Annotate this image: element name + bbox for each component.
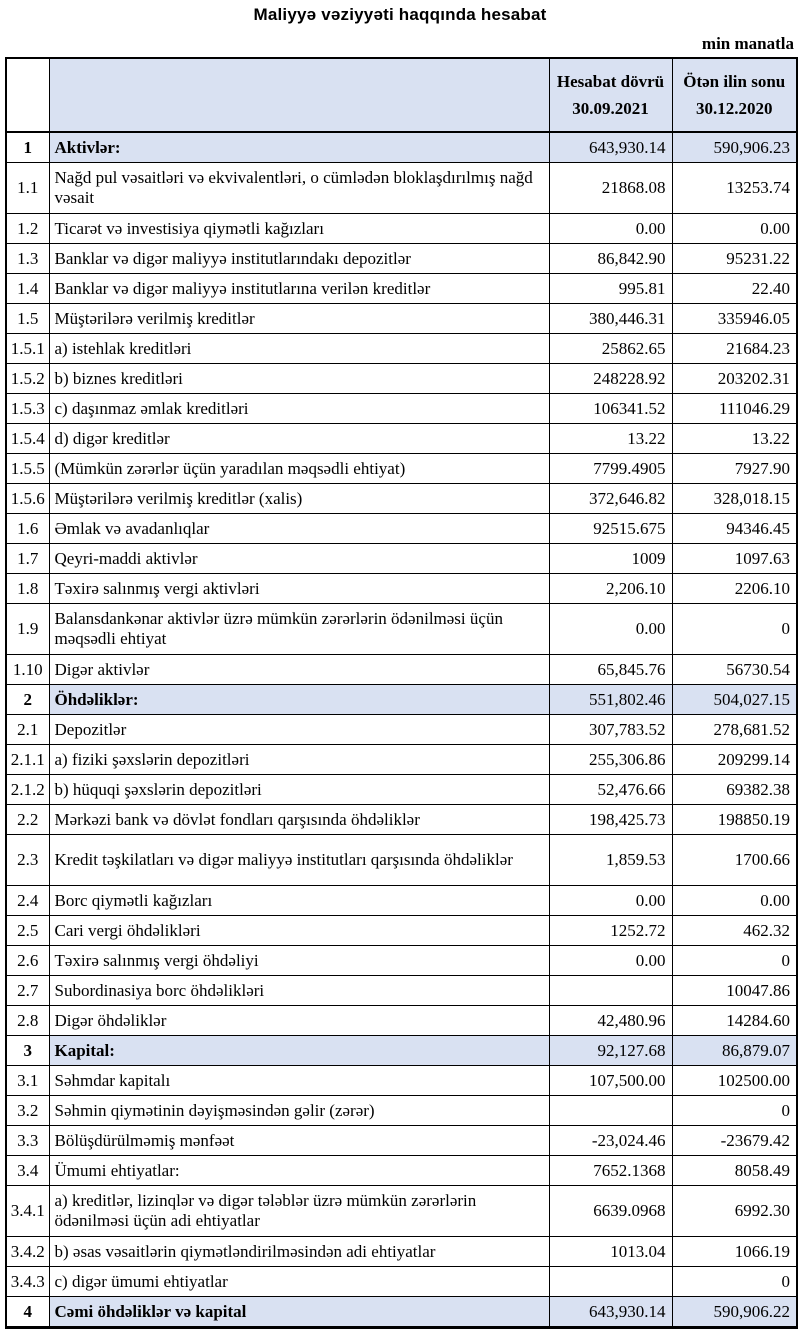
row-value-previous: 10047.86 (672, 976, 797, 1006)
table-header (6, 58, 797, 132)
row-number: 3.2 (6, 1096, 49, 1126)
row-number: 3.4.2 (6, 1237, 49, 1267)
table-row (6, 364, 797, 394)
row-value-previous: 21684.23 (672, 334, 797, 364)
row-label: a) fiziki şəxslərin depozitləri (49, 745, 549, 775)
row-label: Təxirə salınmış vergi öhdəliyi (49, 946, 549, 976)
row-value-current: 106341.52 (549, 394, 672, 424)
table-row (6, 304, 797, 334)
table-row (6, 1096, 797, 1126)
row-value-previous: 2206.10 (672, 574, 797, 604)
row-value-previous: 203202.31 (672, 364, 797, 394)
row-value-previous: 335946.05 (672, 304, 797, 334)
row-value-previous: 0 (672, 1267, 797, 1297)
row-value-current: 65,845.76 (549, 655, 672, 685)
table-row (6, 394, 797, 424)
row-value-previous: 209299.14 (672, 745, 797, 775)
row-label: Mərkəzi bank və dövlət fondları qarşısında öhdəliklər (49, 805, 549, 835)
row-label: Müştərilərə verilmiş kreditlər (49, 304, 549, 334)
row-value-current: 551,802.46 (549, 685, 672, 715)
row-number: 1.10 (6, 655, 49, 685)
row-value-current: 0.00 (549, 214, 672, 244)
row-number: 3.4 (6, 1156, 49, 1186)
row-label: Qeyri-maddi aktivlər (49, 544, 549, 574)
row-value-previous: 22.40 (672, 274, 797, 304)
row-label: Depozitlər (49, 715, 549, 745)
row-label: a) kreditlər, lizinqlər və digər tələblər üzrə mümkün zərərlərin ödənilməsi üçün adi ehtiyatlar (49, 1186, 549, 1237)
row-value-current: 643,930.14 (549, 132, 672, 163)
row-label: (Mümkün zərərlər üçün yaradılan məqsədli ehtiyat) (49, 454, 549, 484)
row-value-current: 42,480.96 (549, 1006, 672, 1036)
row-number: 2 (6, 685, 49, 715)
row-label: Nağd pul vəsaitləri və ekvivalentləri, o cümlədən bloklaşdırılmış nağd vəsait (49, 163, 549, 214)
table-row (6, 1186, 797, 1237)
row-value-previous: 56730.54 (672, 655, 797, 685)
row-value-previous: 8058.49 (672, 1156, 797, 1186)
table-row (6, 745, 797, 775)
row-number: 1.9 (6, 604, 49, 655)
table-row (6, 946, 797, 976)
table-row (6, 886, 797, 916)
row-label: Əmlak və avadanlıqlar (49, 514, 549, 544)
row-value-previous: 94346.45 (672, 514, 797, 544)
row-value-previous: 1700.66 (672, 835, 797, 886)
page-title: Maliyyə vəziyyəti haqqında hesabat (253, 5, 547, 24)
row-value-current: 380,446.31 (549, 304, 672, 334)
row-value-current: 2,206.10 (549, 574, 672, 604)
financial-position-table (5, 57, 798, 1329)
row-number: 2.8 (6, 1006, 49, 1036)
row-value-current: 0.00 (549, 886, 672, 916)
row-value-current (549, 1267, 672, 1297)
table-row (6, 604, 797, 655)
row-number: 2.3 (6, 835, 49, 886)
row-label: c) daşınmaz əmlak kreditləri (49, 394, 549, 424)
row-label: Təxirə salınmış vergi aktivləri (49, 574, 549, 604)
row-label: Kapital: (49, 1036, 549, 1066)
row-value-previous: 14284.60 (672, 1006, 797, 1036)
row-label: Banklar və digər maliyyə institutlarındakı depozitlər (49, 244, 549, 274)
row-value-current: 1252.72 (549, 916, 672, 946)
row-value-current: 643,930.14 (549, 1297, 672, 1328)
table-row (6, 655, 797, 685)
row-number: 3.3 (6, 1126, 49, 1156)
row-value-previous: 86,879.07 (672, 1036, 797, 1066)
row-value-current: 13.22 (549, 424, 672, 454)
row-number: 1.5.6 (6, 484, 49, 514)
table-row (6, 424, 797, 454)
row-value-current: 52,476.66 (549, 775, 672, 805)
table-row (6, 835, 797, 886)
row-value-current: 995.81 (549, 274, 672, 304)
row-value-previous: 504,027.15 (672, 685, 797, 715)
table-row (6, 1156, 797, 1186)
row-number: 3.4.1 (6, 1186, 49, 1237)
row-label: Müştərilərə verilmiş kreditlər (xalis) (49, 484, 549, 514)
row-label: Bölüşdürülməmiş mənfəət (49, 1126, 549, 1156)
previous-period-header (672, 58, 797, 132)
row-value-current: 1009 (549, 544, 672, 574)
row-label: Ticarət və investisiya qiymətli kağızları (49, 214, 549, 244)
row-label: Cari vergi öhdəlikləri (49, 916, 549, 946)
row-label: b) hüquqi şəxslərin depozitləri (49, 775, 549, 805)
row-value-current: 372,646.82 (549, 484, 672, 514)
row-value-previous: 590,906.23 (672, 132, 797, 163)
row-value-previous: 1097.63 (672, 544, 797, 574)
row-number: 2.6 (6, 946, 49, 976)
row-value-current: 1013.04 (549, 1237, 672, 1267)
row-value-previous: 590,906.22 (672, 1297, 797, 1328)
row-value-previous: -23679.42 (672, 1126, 797, 1156)
table-row (6, 514, 797, 544)
row-value-current (549, 976, 672, 1006)
row-value-previous: 111046.29 (672, 394, 797, 424)
row-number: 1.1 (6, 163, 49, 214)
row-value-current: 255,306.86 (549, 745, 672, 775)
row-value-previous: 69382.38 (672, 775, 797, 805)
row-value-current: 86,842.90 (549, 244, 672, 274)
row-number: 1.6 (6, 514, 49, 544)
row-value-previous: 0 (672, 604, 797, 655)
current-period-header (549, 58, 672, 132)
row-label: Digər aktivlər (49, 655, 549, 685)
table-row (6, 775, 797, 805)
row-value-previous: 278,681.52 (672, 715, 797, 745)
row-value-previous: 95231.22 (672, 244, 797, 274)
row-label: Səhmin qiymətinin dəyişməsindən gəlir (zərər) (49, 1096, 549, 1126)
table-row (6, 454, 797, 484)
table-row (6, 1237, 797, 1267)
table-body (6, 132, 797, 1328)
row-label: Borc qiymətli kağızları (49, 886, 549, 916)
row-number: 1.3 (6, 244, 49, 274)
current-period-date: 30.09.2021 (572, 99, 649, 118)
table-row (6, 132, 797, 163)
row-value-current: 92515.675 (549, 514, 672, 544)
row-value-previous: 0.00 (672, 214, 797, 244)
row-value-current (549, 1096, 672, 1126)
row-number: 1.7 (6, 544, 49, 574)
row-label: Ümumi ehtiyatlar: (49, 1156, 549, 1186)
table-row (6, 1126, 797, 1156)
unit-note: min manatla (701, 34, 794, 53)
row-label: Cəmi öhdəliklər və kapital (49, 1297, 549, 1328)
table-row (6, 163, 797, 214)
row-number: 1.5.2 (6, 364, 49, 394)
row-number: 3 (6, 1036, 49, 1066)
table-row (6, 334, 797, 364)
row-label: c) digər ümumi ehtiyatlar (49, 1267, 549, 1297)
row-number: 1.5.3 (6, 394, 49, 424)
row-value-current: 92,127.68 (549, 1036, 672, 1066)
row-label: Banklar və digər maliyyə institutlarına verilən kreditlər (49, 274, 549, 304)
row-label: Subordinasiya borc öhdəlikləri (49, 976, 549, 1006)
row-value-previous: 328,018.15 (672, 484, 797, 514)
row-number: 2.1 (6, 715, 49, 745)
row-label: Kredit təşkilatları və digər maliyyə institutları qarşısında öhdəliklər (49, 835, 549, 886)
row-value-previous: 7927.90 (672, 454, 797, 484)
row-value-previous: 13253.74 (672, 163, 797, 214)
row-number: 1.5.5 (6, 454, 49, 484)
table-row (6, 544, 797, 574)
row-number: 1.5 (6, 304, 49, 334)
row-label: Öhdəliklər: (49, 685, 549, 715)
row-value-previous: 6992.30 (672, 1186, 797, 1237)
row-number: 1 (6, 132, 49, 163)
row-value-previous: 0 (672, 946, 797, 976)
table-row (6, 916, 797, 946)
row-value-current: 0.00 (549, 946, 672, 976)
row-label: Balansdankənar aktivlər üzrə mümkün zərərlərin ödənilməsi üçün məqsədli ehtiyat (49, 604, 549, 655)
table-row (6, 976, 797, 1006)
table-row (6, 805, 797, 835)
current-period-label: Hesabat dövrü (556, 72, 665, 91)
row-value-previous: 0.00 (672, 886, 797, 916)
row-number: 1.4 (6, 274, 49, 304)
table-row (6, 715, 797, 745)
row-value-current: 7652.1368 (549, 1156, 672, 1186)
row-value-previous: 13.22 (672, 424, 797, 454)
row-label: b) biznes kreditləri (49, 364, 549, 394)
row-number: 4 (6, 1297, 49, 1328)
row-value-current: 6639.0968 (549, 1186, 672, 1237)
previous-period-date: 30.12.2020 (696, 99, 773, 118)
row-value-current: 25862.65 (549, 334, 672, 364)
row-value-current: 7799.4905 (549, 454, 672, 484)
row-number: 2.7 (6, 976, 49, 1006)
table-row (6, 214, 797, 244)
row-value-current: 107,500.00 (549, 1066, 672, 1096)
row-value-previous: 462.32 (672, 916, 797, 946)
row-number: 1.5.1 (6, 334, 49, 364)
row-label: d) digər kreditlər (49, 424, 549, 454)
row-value-current: 1,859.53 (549, 835, 672, 886)
row-value-current: 198,425.73 (549, 805, 672, 835)
table-row (6, 1006, 797, 1036)
table-row (6, 685, 797, 715)
row-number: 3.1 (6, 1066, 49, 1096)
row-number: 2.1.2 (6, 775, 49, 805)
table-row (6, 1267, 797, 1297)
row-number: 1.5.4 (6, 424, 49, 454)
row-number: 2.4 (6, 886, 49, 916)
table-row (6, 274, 797, 304)
row-label: b) əsas vəsaitlərin qiymətləndirilməsindən adi ehtiyatlar (49, 1237, 549, 1267)
row-number: 1.8 (6, 574, 49, 604)
row-number: 3.4.3 (6, 1267, 49, 1297)
table-row (6, 1297, 797, 1328)
table-row (6, 1066, 797, 1096)
row-value-current: 0.00 (549, 604, 672, 655)
previous-period-label: Ötən ilin sonu (683, 72, 786, 91)
corner-cell (6, 58, 49, 132)
table-row (6, 574, 797, 604)
row-label: a) istehlak kreditləri (49, 334, 549, 364)
row-value-current: -23,024.46 (549, 1126, 672, 1156)
row-label: Aktivlər: (49, 132, 549, 163)
row-value-previous: 0 (672, 1096, 797, 1126)
row-value-current: 248228.92 (549, 364, 672, 394)
row-number: 1.2 (6, 214, 49, 244)
row-value-current: 21868.08 (549, 163, 672, 214)
row-value-current: 307,783.52 (549, 715, 672, 745)
row-value-previous: 198850.19 (672, 805, 797, 835)
row-label: Digər öhdəliklər (49, 1006, 549, 1036)
header-row (6, 58, 797, 132)
row-value-previous: 102500.00 (672, 1066, 797, 1096)
table-row (6, 244, 797, 274)
table-row (6, 484, 797, 514)
row-number: 2.2 (6, 805, 49, 835)
table-row (6, 1036, 797, 1066)
row-number: 2.5 (6, 916, 49, 946)
row-value-previous: 1066.19 (672, 1237, 797, 1267)
row-label: Səhmdar kapitalı (49, 1066, 549, 1096)
row-number: 2.1.1 (6, 745, 49, 775)
label-column-header (49, 58, 549, 132)
